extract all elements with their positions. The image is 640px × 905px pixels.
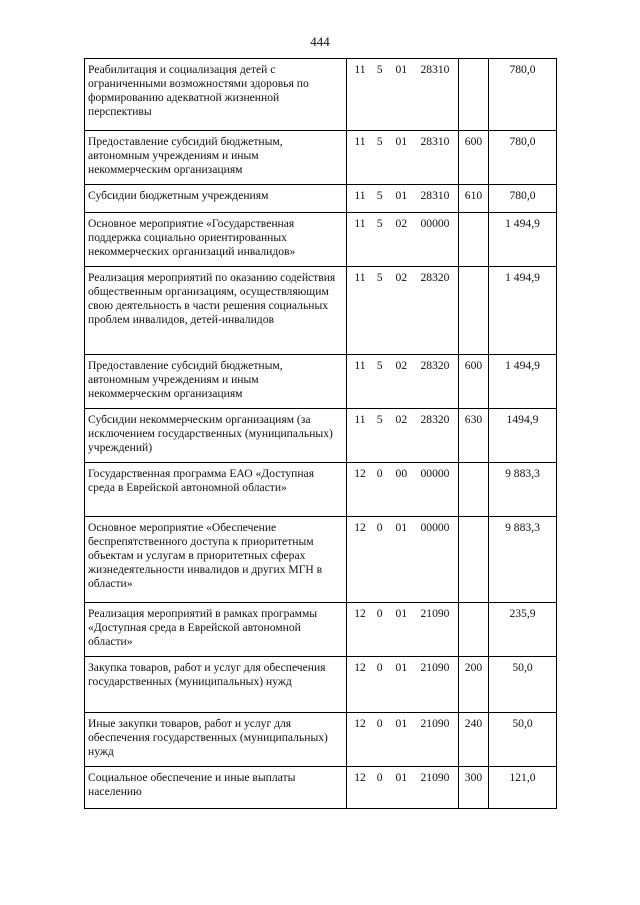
expense-type-code [459,603,489,657]
amount: 1494,9 [489,409,557,463]
subprogram-code: 5 [376,413,383,426]
row-name: Предоставление субсидий бюджетным, автономным учреждениям и иным некоммерческим организациям [85,355,347,409]
classification-code [347,267,459,355]
subprogram-code: 0 [376,467,383,480]
row-name: Государственная программа ЕАО «Доступная среда в Еврейской автономной области» [85,463,347,517]
classification-code [347,213,459,267]
direction-code: 21090 [420,661,450,674]
direction-code: 28310 [420,63,450,76]
table-row [85,131,557,185]
amount: 780,0 [489,131,557,185]
subprogram-code: 5 [376,63,383,76]
row-name: Иные закупки товаров, работ и услуг для обеспечения государственных (муниципальных) нужд [85,713,347,767]
program-code: 12 [354,467,366,480]
amount: 1 494,9 [489,355,557,409]
amount: 1 494,9 [489,267,557,355]
event-code: 01 [395,521,408,534]
program-code: 11 [354,189,366,202]
classification-code [347,517,459,603]
expense-type-code [459,517,489,603]
table-row [85,185,557,213]
direction-code: 28320 [420,413,450,426]
table-row [85,59,557,131]
event-code: 01 [395,771,408,784]
event-code: 01 [395,717,408,730]
program-code: 11 [354,217,366,230]
program-code: 12 [354,521,366,534]
table-row [85,767,557,809]
classification-code [347,59,459,131]
table-row [85,657,557,713]
subprogram-code: 0 [376,717,383,730]
row-name: Субсидии бюджетным учреждениям [85,185,347,213]
expense-type-code: 630 [459,409,489,463]
table-row [85,355,557,409]
amount: 780,0 [489,59,557,131]
direction-code: 21090 [420,717,450,730]
event-code: 02 [395,413,408,426]
direction-code: 00000 [420,217,450,230]
expense-type-code: 600 [459,131,489,185]
subprogram-code: 5 [376,359,383,372]
amount: 1 494,9 [489,213,557,267]
expense-type-code: 240 [459,713,489,767]
subprogram-code: 5 [376,135,383,148]
program-code: 11 [354,63,366,76]
event-code: 02 [395,271,408,284]
subprogram-code: 0 [376,661,383,674]
event-code: 01 [395,63,408,76]
event-code: 01 [395,135,408,148]
program-code: 12 [354,771,366,784]
expense-type-code: 610 [459,185,489,213]
classification-code [347,409,459,463]
row-name: Основное мероприятие «Государственная поддержка социально ориентированных некоммерческих организаций инвалидов» [85,213,347,267]
direction-code: 00000 [420,467,450,480]
program-code: 11 [354,413,366,426]
row-name: Закупка товаров, работ и услуг для обеспечения государственных (муниципальных) нужд [85,657,347,713]
row-name: Реабилитация и социализация детей с ограниченными возможностями здоровья по формированию адекватной жизненной перспективы [85,59,347,131]
amount: 121,0 [489,767,557,809]
subprogram-code: 5 [376,189,383,202]
event-code: 02 [395,359,408,372]
event-code: 01 [395,189,408,202]
table-row [85,463,557,517]
table-row [85,213,557,267]
program-code: 12 [354,661,366,674]
classification-code [347,603,459,657]
page-number: 444 [310,34,330,49]
table-row [85,267,557,355]
classification-code [347,185,459,213]
amount: 780,0 [489,185,557,213]
event-code: 01 [395,607,408,620]
program-code: 11 [354,135,366,148]
subprogram-code: 5 [376,217,383,230]
classification-code [347,657,459,713]
budget-table [84,58,557,809]
row-name: Предоставление субсидий бюджетным, автономным учреждениям и иным некоммерческим организациям [85,131,347,185]
amount: 50,0 [489,657,557,713]
expense-type-code [459,463,489,517]
expense-type-code [459,213,489,267]
amount: 9 883,3 [489,517,557,603]
program-code: 12 [354,607,366,620]
direction-code: 28320 [420,359,450,372]
subprogram-code: 5 [376,271,383,284]
classification-code [347,463,459,517]
table-row [85,603,557,657]
direction-code: 00000 [420,521,450,534]
direction-code: 21090 [420,607,450,620]
classification-code [347,767,459,809]
subprogram-code: 0 [376,771,383,784]
expense-type-code [459,267,489,355]
program-code: 12 [354,717,366,730]
row-name: Реализация мероприятий по оказанию содействия общественным организациям, осуществляющим свою деятельность в части решения социальных проблем инвалидов, детей-инвалидов [85,267,347,355]
event-code: 02 [395,217,408,230]
row-name: Субсидии некоммерческим организациям (за исключением государственных (муниципальных) учреждений) [85,409,347,463]
expense-type-code: 600 [459,355,489,409]
expense-type-code [459,59,489,131]
table-row [85,409,557,463]
amount: 9 883,3 [489,463,557,517]
table-row [85,713,557,767]
direction-code: 21090 [420,771,450,784]
event-code: 01 [395,661,408,674]
row-name: Реализация мероприятий в рамках программы «Доступная среда в Еврейской автономной области» [85,603,347,657]
table-row [85,517,557,603]
subprogram-code: 0 [376,521,383,534]
row-name: Социальное обеспечение и иные выплаты населению [85,767,347,809]
event-code: 00 [395,467,408,480]
program-code: 11 [354,359,366,372]
expense-type-code: 200 [459,657,489,713]
direction-code: 28320 [420,271,450,284]
amount: 235,9 [489,603,557,657]
classification-code [347,131,459,185]
direction-code: 28310 [420,189,450,202]
classification-code [347,355,459,409]
classification-code [347,713,459,767]
row-name: Основное мероприятие «Обеспечение беспрепятственного доступа к приоритетным объектам и услугам в приоритетных сферах жизнедеятельности инвалидов и других МГН в области» [85,517,347,603]
subprogram-code: 0 [376,607,383,620]
amount: 50,0 [489,713,557,767]
expense-type-code: 300 [459,767,489,809]
direction-code: 28310 [420,135,450,148]
program-code: 11 [354,271,366,284]
